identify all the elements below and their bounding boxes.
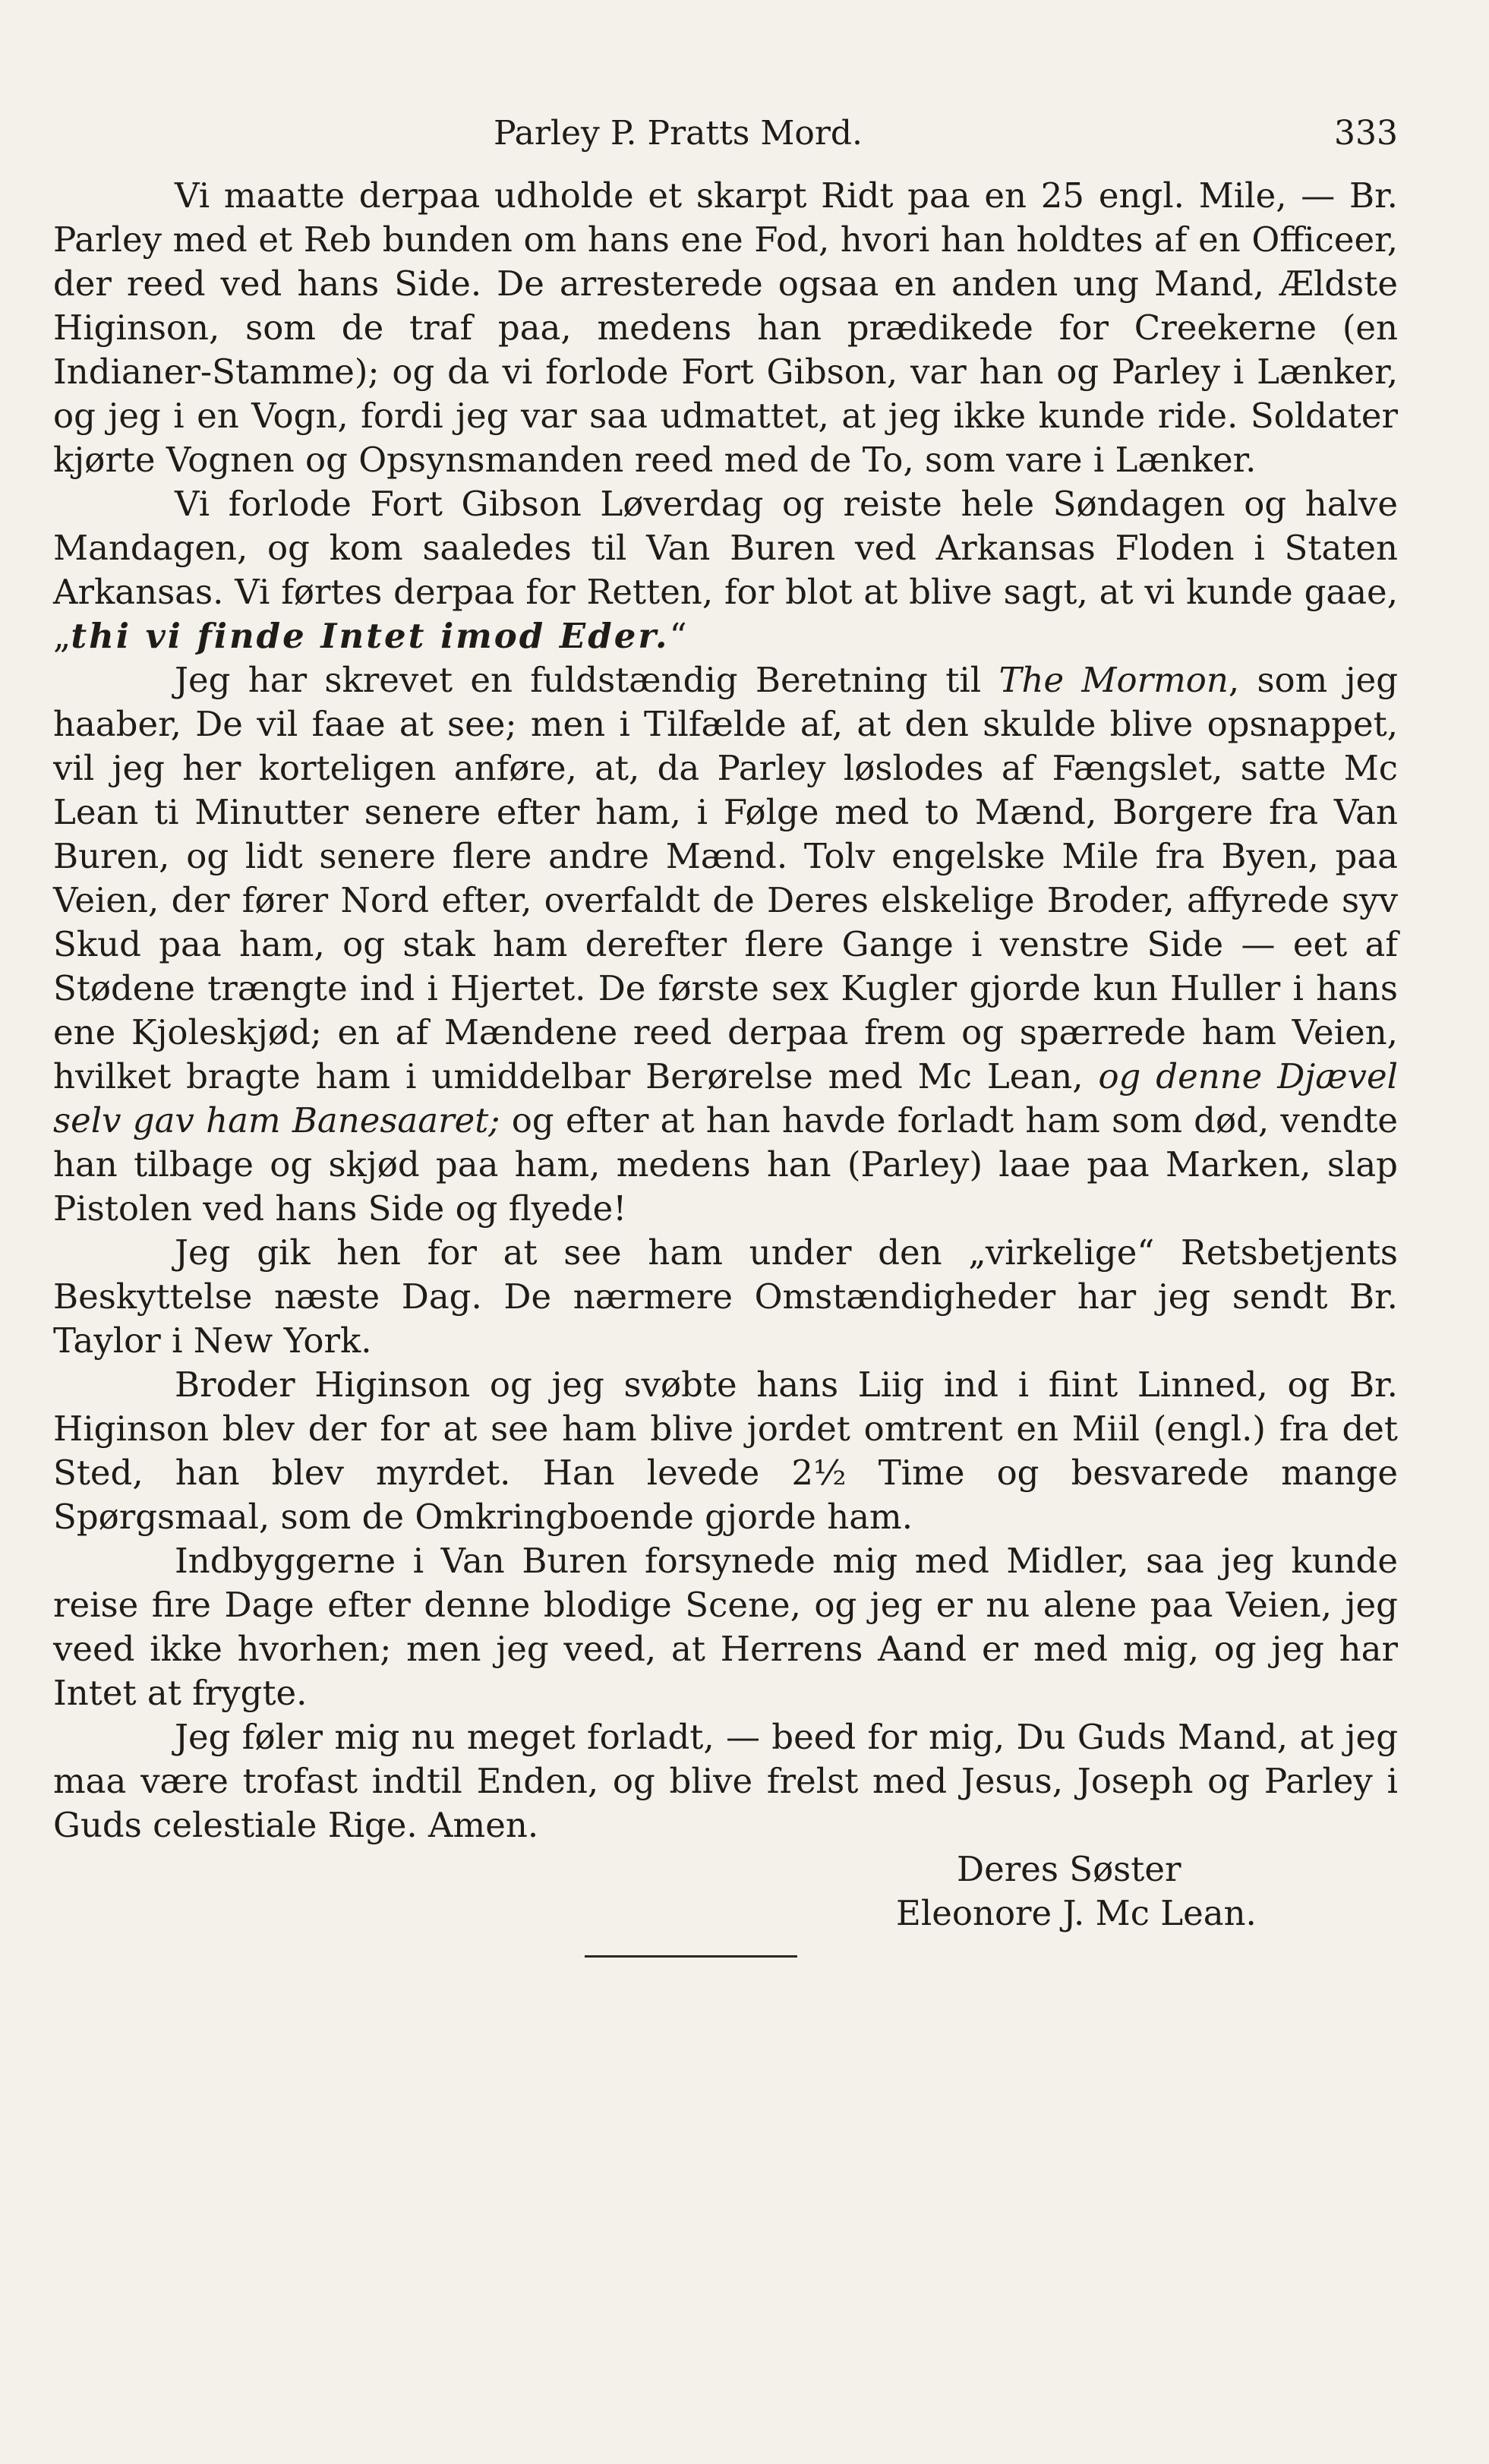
page-header bbox=[53, 114, 1398, 153]
signature-name: Eleonore J. Mc Lean. bbox=[896, 1893, 1257, 1933]
section-divider bbox=[585, 1955, 797, 1958]
signature-block bbox=[53, 1847, 1398, 1936]
paragraph-text: , som jeg haaber, De vil faae at see; men i Tilfælde af, at den skulde blive opsnappet, vil jeg her korteligen anføre, at, da Parley løslodes af Fængslet, satte Mc Lean ti Minutter senere efter ham, i Følge med to Mænd, Borgere fra Van Buren, og lidt senere flere andre Mænd. Tolv engelske Mile fra Byen, paa Veien, der fører Nord efter, overfaldt de Deres elskelige Broder, affyrede syv Skud paa ham, og stak ham derefter flere Gange i venstre Side — eet af Stødene trængte ind i Hjertet. De første sex Kugler gjorde kun Huller i hans ene Kjoleskjød; en af Mændene reed derpaa frem og spærrede ham Veien, hvilket bragte ham i umiddelbar Berørelse med Mc Lean, bbox=[53, 660, 1399, 1096]
body-text bbox=[53, 174, 1398, 1847]
emphasized-quote: thi vi finde Intet imod Eder. bbox=[71, 616, 670, 656]
paragraph: Vi maatte derpaa udholde et skarpt Ridt paa en 25 engl. Mile, — Br. Parley med et Reb bunden om hans ene Fod, hvori han holdtes af en Officeer, der reed ved hans Side. De arresterede ogsaa en anden ung Mand, Ældste Higinson, som de traf paa, medens han prædikede for Creekerne (en Indianer-Stamme); og da vi forlode Fort Gibson, var han og Parley i Lænker, og jeg i en Vogn, fordi jeg var saa udmattet, at jeg ikke kunde ride. Soldater kjørte Vognen og Opsynsmanden reed med de To, som vare i Lænker. bbox=[53, 175, 1398, 480]
paragraph-text: Jeg har skrevet en fuldstændig Beretning til bbox=[175, 660, 999, 700]
paragraph: Jeg gik hen for at see ham under den „virkelige“ Retsbetjents Beskyttelse næste Dag. De nærmere Omstændigheder har jeg sendt Br. Taylor i New York. bbox=[53, 1232, 1398, 1361]
paragraph bbox=[53, 482, 1398, 658]
paragraph-text: og efter at han havde forladt ham som død, vendte han tilbage og skjød paa ham, medens han (Parley) laae paa Marken, slap Pistolen ved hans Side og flyede! bbox=[53, 1100, 1398, 1229]
paragraph bbox=[53, 658, 1398, 1231]
closing-line: Deres Søster bbox=[957, 1849, 1181, 1889]
paragraph-text: “ bbox=[669, 616, 687, 656]
italic-title: The Mormon bbox=[998, 660, 1229, 700]
italic-phrase: og denne Djævel selv gav ham Banesaaret; bbox=[53, 1056, 1398, 1141]
running-title: Parley P. Pratts Mord. bbox=[494, 114, 863, 153]
paragraph: Broder Higinson og jeg svøbte hans Liig ind i fiint Linned, og Br. Higinson blev der for at see ham blive jordet omtrent en Miil (engl.) fra det Sted, han blev myrdet. Han levede 2½ Time og besvarede mange Spørgsmaal, som de Omkringboende gjorde ham. bbox=[53, 1365, 1398, 1537]
paragraph: Indbyggerne i Van Buren forsynede mig med Midler, saa jeg kunde reise fire Dage efter denne blodige Scene, og jeg er nu alene paa Veien, jeg veed ikke hvorhen; men jeg veed, at Herrens Aand er med mig, og jeg har Intet at frygte. bbox=[53, 1541, 1398, 1713]
page-number: 333 bbox=[1334, 114, 1398, 153]
paragraph-text: Vi forlode Fort Gibson Løverdag og reiste hele Søndagen og halve Mandagen, og kom saaledes til Van Buren ved Arkansas Floden i Staten Arkansas. Vi førtes derpaa for Retten, for blot at blive sagt, at vi kunde gaae, „ bbox=[53, 484, 1398, 656]
paragraph: Jeg føler mig nu meget forladt, — beed for mig, Du Guds Mand, at jeg maa være trofast indtil Enden, og blive frelst med Jesus, Joseph og Parley i Guds celestiale Rige. Amen. bbox=[53, 1717, 1398, 1845]
